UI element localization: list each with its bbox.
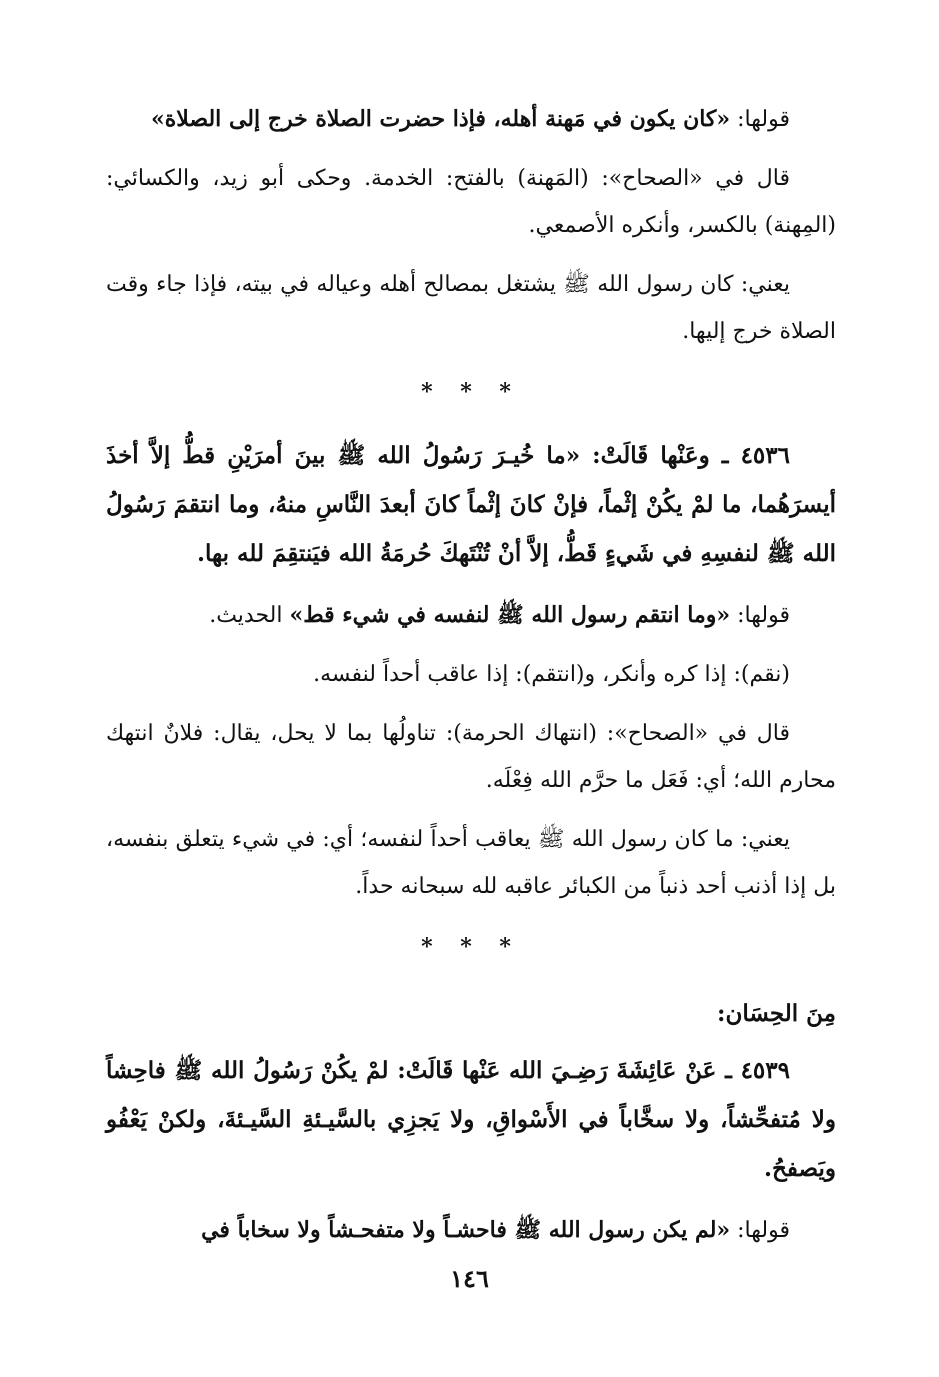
paragraph-commentary-2: قال في «الصحاح»: (المَهنة) بالفتح: الخدمة. وحكى أبو زيد، والكسائي: (المِهنة) بالكسر، وأنكره الأصمعي. — [106, 166, 836, 238]
hadith-4536: ٤٥٣٦ ـ وعَنْها قَالَتْ: «ما خُيـرَ رَسُولُ الله ﷺ بينَ أمرَيْنِ قطُّ إلاَّ أخذَ أيسرَهُما، ما لمْ يكُنْ إثْماً، فإنْ كانَ إثْماً كانَ أبعدَ النَّاسِ منهُ، وما انتقمَ رَسُولُ الله ﷺ لنفسِهِ في شَيءٍ قَطُّ، إلاَّ أنْ تُنْتَهكَ حُرمَةُ الله فيَنتقِمَ لله بها. — [106, 442, 836, 567]
page-number: ١٤٦ — [450, 1264, 489, 1293]
quote-suffix: الحديث. — [209, 603, 290, 628]
paragraph-commentary-10 — [106, 1207, 836, 1254]
paragraph-commentary-5 — [106, 592, 836, 639]
quote-intro: قولها: — [730, 603, 790, 628]
quote-intro: قولها: — [730, 107, 790, 132]
paragraph-commentary-3: يعني: كان رسول الله ﷺ يشتغل بمصالح أهله وعياله في بيته، فإذا جاء وقت الصلاة خرج إليها. — [106, 272, 836, 344]
hadith-4539: ٤٥٣٩ ـ عَنْ عَائِشَةَ رَضِـيَ الله عَنْها قَالَتْ: لمْ يكُنْ رَسُولُ الله ﷺ فاحِشاً ولا مُتفحِّشاً، ولا سخَّاباً في الأَسْواقِ، ولا يَجزِي بالسَّيـئةِ السَّيـئةَ، ولكنْ يَعْفُو ويَصفحُ. — [106, 1057, 836, 1182]
paragraph-commentary-6: (نقم): إذا كره وأنكر، و(انتقم): إذا عاقب أحداً لنفسه. — [313, 662, 790, 687]
section-separator-stars: * * * — [421, 379, 521, 405]
quoted-hadith-text: «كان يكون في مَهنة أهله، فإذا حضرت الصلاة خرج إلى الصلاة» — [150, 106, 731, 132]
quoted-hadith-text: «لم يكن رسول الله ﷺ فاحشـاً ولا متفحـشاً ولا سخاباً في — [201, 1217, 731, 1243]
book-page — [106, 96, 836, 1266]
section-title-hisan: مِنَ الحِسَان: — [717, 1000, 836, 1027]
paragraph-commentary-8: يعني: ما كان رسول الله ﷺ يعاقب أحداً لنفسه؛ أي: في شيء يتعلق بنفسه، بل إذا أذنب أحد ذنباً من الكبائر عاقبه لله سبحانه حداً. — [106, 827, 836, 899]
section-separator-stars-2: * * * — [421, 934, 521, 960]
quote-intro: قولها: — [730, 1218, 790, 1243]
quoted-hadith-text: «وما انتقم رسول الله ﷺ لنفسه في شيء قط» — [289, 602, 731, 628]
paragraph-commentary-1 — [106, 96, 836, 143]
paragraph-commentary-7: قال في «الصحاح»: (انتهاك الحرمة): تناولُها بما لا يحل، يقال: فلانٌ انتهك محارم الله؛ أي: فَعَل ما حرَّم الله فِعْلَه. — [106, 721, 836, 793]
